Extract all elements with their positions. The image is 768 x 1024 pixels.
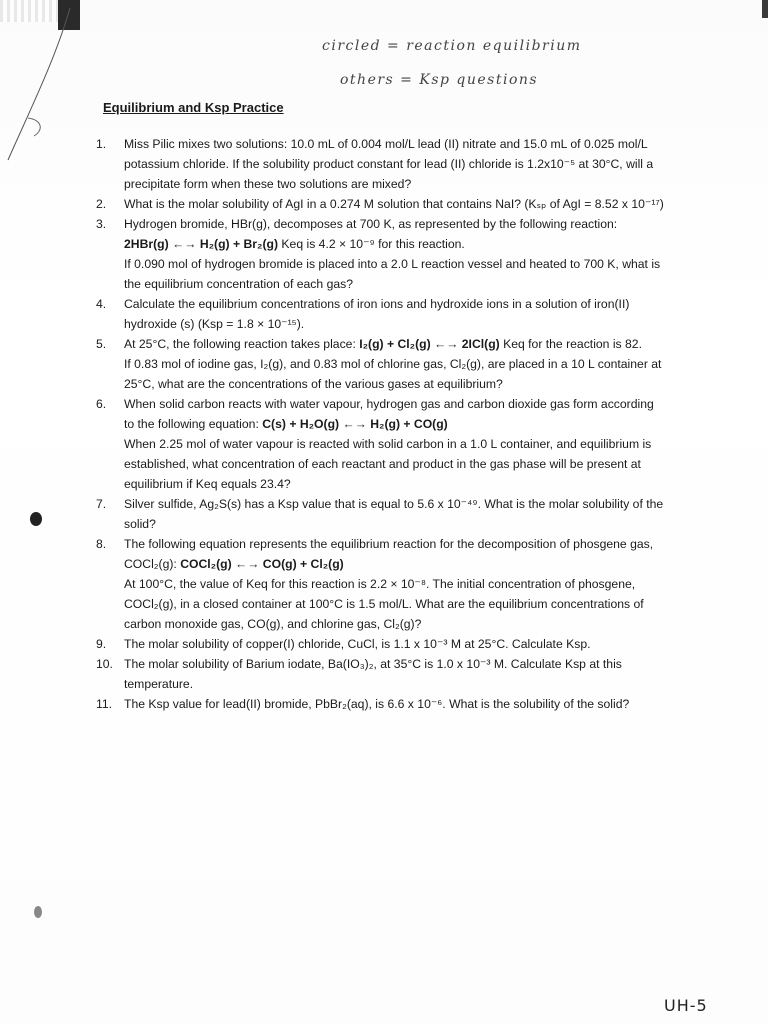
- question-line: Hydrogen bromide, HBr(g), decomposes at 700 K, as represented by the following reaction:: [124, 217, 618, 231]
- question-line: carbon monoxide gas, CO(g), and chlorine gas, Cl₂(g)?: [124, 617, 422, 631]
- chemical-equation: COCl₂(g) ←→ CO(g) + Cl₂(g): [180, 557, 344, 571]
- equation-tail: Keq is 4.2 × 10⁻⁹ for this reaction.: [278, 237, 465, 251]
- equation-line: [124, 234, 660, 254]
- question-line: The molar solubility of Barium iodate, Ba(IO₃)₂, at 35°C is 1.0 x 10⁻³ M. Calculate Ksp at this: [124, 657, 622, 671]
- equation-line: [124, 554, 653, 574]
- question-line: COCl₂(g), in a closed container at 100°C is 1.5 mol/L. What are the equilibrium concentrations of: [124, 597, 644, 611]
- question-number: 5.: [96, 337, 107, 351]
- question-number: 8.: [96, 537, 107, 551]
- question-text: [124, 194, 664, 214]
- question-number: 1.: [96, 137, 107, 151]
- question-item: [96, 694, 696, 714]
- question-number: 11.: [96, 697, 113, 711]
- question-text: [124, 134, 653, 194]
- page-footer-mark: UH-5: [664, 996, 708, 1015]
- chemical-equation: C(s) + H₂O(g) ←→ H₂(g) + CO(g): [262, 417, 448, 431]
- question-number: 4.: [96, 297, 107, 311]
- question-line: Silver sulfide, Ag₂S(s) has a Ksp value that is equal to 5.6 x 10⁻⁴⁹. What is the molar solubility of the: [124, 497, 664, 511]
- question-list: [96, 134, 696, 714]
- equation-line: [124, 334, 661, 354]
- question-number: 6.: [96, 397, 107, 411]
- equation-line: [124, 414, 654, 434]
- equation-tail: Keq for the reaction is 82.: [499, 337, 642, 351]
- question-line: potassium chloride. If the solubility product constant for lead (II) chloride is 1.2x10⁻⁵ at 30°C, will a: [124, 157, 654, 171]
- question-text: [124, 534, 653, 634]
- question-text: [124, 634, 591, 654]
- question-item: [96, 334, 696, 394]
- equation-lead: At 25°C, the following reaction takes place:: [124, 337, 360, 351]
- question-line: temperature.: [124, 677, 194, 691]
- handwritten-note-1: circled = reaction equilibrium: [322, 38, 582, 54]
- question-line: Miss Pilic mixes two solutions: 10.0 mL of 0.004 mol/L lead (II) nitrate and 15.0 mL of 0.025 mol/L: [124, 137, 648, 151]
- question-line: If 0.83 mol of iodine gas, I₂(g), and 0.83 mol of chlorine gas, Cl₂(g), are placed in a 10 L container at: [124, 357, 662, 371]
- question-item: [96, 134, 696, 194]
- question-item: [96, 394, 696, 494]
- question-item: [96, 194, 696, 214]
- question-text: [124, 334, 661, 394]
- question-text: [124, 694, 629, 714]
- question-item: [96, 634, 696, 654]
- question-item: [96, 534, 696, 634]
- question-text: [124, 494, 663, 534]
- question-number: 2.: [96, 197, 107, 211]
- question-line: 25°C, what are the concentrations of the various gases at equilibrium?: [124, 377, 503, 391]
- question-line: precipitate form when these two solutions are mixed?: [124, 177, 412, 191]
- question-line: equilibrium if Keq equals 23.4?: [124, 477, 291, 491]
- question-line: Calculate the equilibrium concentrations of iron ions and hydroxide ions in a solution of iron(II): [124, 297, 630, 311]
- question-number: 10.: [96, 657, 113, 671]
- question-line: When solid carbon reacts with water vapour, hydrogen gas and carbon dioxide gas form according: [124, 397, 654, 411]
- chemical-equation: I₂(g) + Cl₂(g) ←→ 2ICl(g): [359, 337, 500, 351]
- question-number: 7.: [96, 497, 107, 511]
- question-text: [124, 294, 629, 334]
- question-line: When 2.25 mol of water vapour is reacted with solid carbon in a 1.0 L container, and equilibrium is: [124, 437, 652, 451]
- question-line: What is the molar solubility of AgI in a 0.274 M solution that contains NaI? (Kₛₚ of AgI = 8.52 x 10⁻¹⁷): [124, 197, 664, 211]
- question-line: The following equation represents the equilibrium reaction for the decomposition of phosgene gas,: [124, 537, 654, 551]
- equation-lead: to the following equation:: [124, 417, 263, 431]
- question-line: the equilibrium concentration of each gas?: [124, 277, 353, 291]
- question-number: 9.: [96, 637, 107, 651]
- page-title: Equilibrium and Ksp Practice: [103, 100, 284, 115]
- question-item: [96, 494, 696, 534]
- question-text: [124, 214, 660, 294]
- question-item: [96, 294, 696, 334]
- question-number: 3.: [96, 217, 107, 231]
- question-line: The Ksp value for lead(II) bromide, PbBr₂(aq), is 6.6 x 10⁻⁶. What is the solubility of the solid?: [124, 697, 630, 711]
- question-line: hydroxide (s) (Ksp = 1.8 × 10⁻¹⁵).: [124, 317, 305, 331]
- handwritten-note-2: others = Ksp questions: [340, 72, 539, 88]
- question-line: established, what concentration of each reactant and product in the gas phase will be present at: [124, 457, 641, 471]
- question-item: [96, 654, 696, 694]
- question-line: The molar solubility of copper(I) chloride, CuCl, is 1.1 x 10⁻³ M at 25°C. Calculate Ksp.: [124, 637, 591, 651]
- question-item: [96, 214, 696, 294]
- equation-lead: COCl₂(g):: [124, 557, 181, 571]
- chemical-equation: 2HBr(g) ←→ H₂(g) + Br₂(g): [124, 237, 279, 251]
- question-line: At 100°C, the value of Keq for this reaction is 2.2 × 10⁻⁸. The initial concentration of phosgene,: [124, 577, 636, 591]
- question-line: solid?: [124, 517, 156, 531]
- question-text: [124, 394, 654, 494]
- question-text: [124, 654, 622, 694]
- question-line: If 0.090 mol of hydrogen bromide is placed into a 2.0 L reaction vessel and heated to 700 K, what is: [124, 257, 661, 271]
